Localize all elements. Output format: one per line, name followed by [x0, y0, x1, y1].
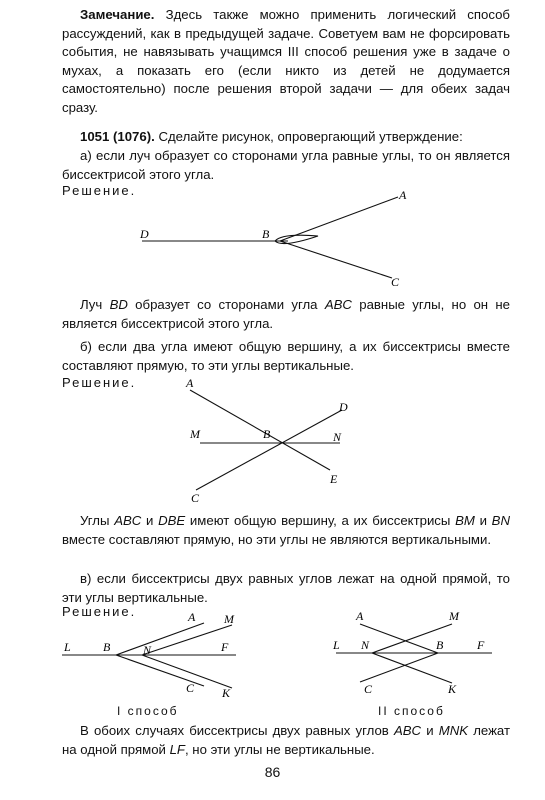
point-b-label-4: B — [436, 638, 444, 652]
solution-label-a: Решение. — [62, 183, 137, 198]
ray-nm-2 — [372, 624, 452, 653]
point-n-label-3: N — [143, 643, 152, 657]
answer-b-text-2: и — [141, 513, 159, 528]
point-l-label-4: L — [333, 638, 340, 652]
ray-bc — [280, 241, 392, 278]
part-b-text: б) если два угла имеют общую вершину, а их биссектрисы вместе составляют прямую, то эти углы вертикальные. — [62, 339, 510, 373]
answer-c-text-1: В обоих случаях биссектрисы двух равных углов — [80, 723, 394, 738]
point-c-label-2: C — [191, 491, 200, 505]
answer-b-text-4: и — [474, 513, 492, 528]
point-m-label-3: M — [224, 612, 234, 626]
solution-label-c: Решение. — [62, 604, 137, 619]
answer-c-text-4: , но эти углы не вертикальные. — [184, 741, 375, 757]
point-l-label-3: L — [64, 640, 71, 654]
point-m-label-2: M — [190, 427, 200, 441]
line-ae — [190, 390, 330, 470]
point-f-label-4: F — [477, 638, 485, 652]
part-a-text: а) если луч образует со сторонами угла равные углы, то он является биссектрисой этого угла. — [62, 148, 510, 182]
line-cd — [196, 410, 342, 490]
answer-b-abc: ABC — [114, 513, 142, 528]
remark-paragraph — [62, 6, 510, 118]
point-b-label-2: B — [263, 427, 271, 441]
problem-statement-text: Сделайте рисунок, опровергающий утверждение: — [154, 129, 463, 144]
ray-nm-1 — [142, 625, 232, 655]
point-b-label: B — [262, 227, 270, 241]
point-c-label-3: C — [186, 681, 195, 695]
point-c-label-4: C — [364, 682, 373, 696]
caption-method-1: I способ — [117, 704, 179, 718]
point-m-label-4: M — [449, 609, 459, 623]
ray-ba-1 — [116, 623, 204, 655]
point-f-label-3: F — [221, 640, 229, 654]
answer-b-bm: BM — [455, 513, 475, 528]
remark-lead: Замечание. — [80, 7, 155, 22]
remark-text: Здесь также можно применить логический способ рассуждений, как в предыдущей задаче. Советуем вам не форсировать события, не навязывать учащимся III способ решения уже в задаче о мухах, а показать его (если никто из детей не додумается самостоятельно) после решения второй задачи — для обеих задач сразу. — [62, 7, 510, 115]
point-b-label-3: B — [103, 640, 111, 654]
point-a-label-4: A — [356, 609, 364, 623]
ray-nk-1 — [142, 655, 232, 688]
point-n-label-2: N — [333, 430, 342, 444]
ray-bc-1 — [116, 655, 204, 686]
point-d-label: D — [140, 227, 149, 241]
answer-c-abc: ABC — [393, 723, 422, 738]
answer-c-mnk: MNK — [438, 723, 469, 738]
point-k-label-3: K — [222, 686, 231, 700]
point-n-label-4: N — [361, 638, 370, 652]
answer-b-text-5: вместе составляют прямую, но эти углы не являются вертикальными. — [62, 531, 492, 547]
answer-b-bn: BN — [491, 513, 510, 528]
angle-arc — [275, 235, 318, 243]
point-k-label-4: K — [448, 682, 457, 696]
answer-b — [62, 512, 510, 549]
answer-a-abc: ABC — [324, 297, 352, 312]
ray-ba-2 — [360, 624, 438, 653]
ray-ba — [280, 197, 398, 241]
answer-c — [62, 722, 510, 759]
problem-statement — [62, 128, 510, 147]
problem-number: 1051 (1076). — [80, 129, 155, 144]
answer-a-text-2: образует со сторонами угла — [127, 297, 325, 312]
answer-a-bd: BD — [109, 297, 128, 312]
point-d-label-2: D — [339, 400, 348, 414]
answer-b-text-3: имеют общую вершину, а их биссектрисы — [185, 513, 456, 528]
answer-c-lf: LF — [169, 741, 185, 757]
point-e-label-2: E — [330, 472, 338, 486]
point-a-label-3: A — [188, 610, 196, 624]
part-c-text: в) если биссектрисы двух равных углов лежат на одной прямой, то эти углы вертикальные. — [62, 571, 510, 605]
point-a-label-2: A — [186, 376, 194, 390]
solution-label-b: Решение. — [62, 375, 137, 390]
ray-bc-2 — [360, 653, 438, 682]
point-c-label: C — [391, 275, 400, 289]
caption-method-2: II способ — [378, 704, 445, 718]
answer-c-text-2: и — [421, 723, 439, 738]
answer-b-text-1: Углы — [80, 513, 115, 528]
answer-a-text-3: равные углы, но он не является биссектрисой этого угла. — [62, 297, 510, 331]
point-a-label: A — [399, 188, 407, 202]
answer-a-text-1: Луч — [80, 297, 110, 312]
page-number: 86 — [264, 764, 281, 780]
answer-a — [62, 296, 510, 333]
answer-c-text-3: лежат на одной прямой — [62, 723, 510, 757]
ray-nk-2 — [372, 653, 452, 683]
answer-b-dbe: DBE — [158, 513, 186, 528]
